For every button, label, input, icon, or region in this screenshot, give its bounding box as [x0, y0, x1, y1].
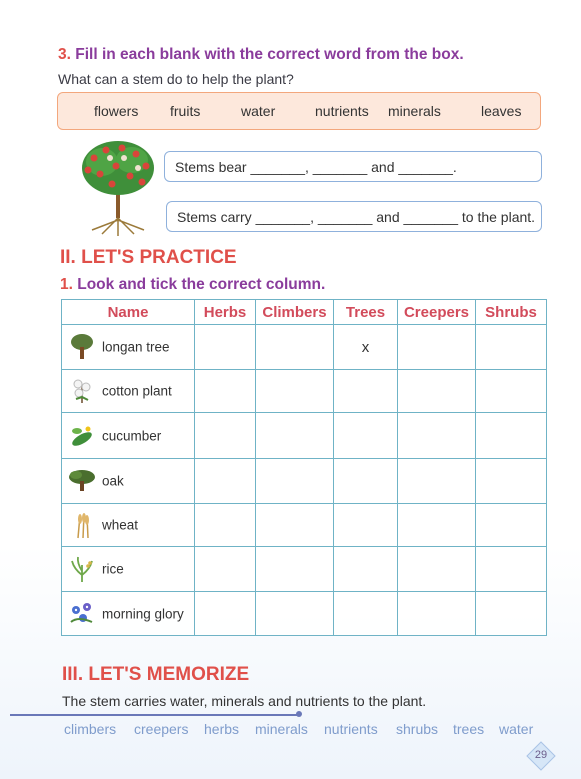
tick-cell-creepers[interactable]: [398, 592, 476, 636]
tick-cell-shrubs[interactable]: [476, 547, 547, 592]
tick-cell-creepers[interactable]: [398, 325, 476, 370]
tick-cell-trees[interactable]: [334, 504, 398, 547]
tick-cell-herbs[interactable]: [195, 459, 256, 504]
tick-cell-climbers[interactable]: [256, 592, 334, 636]
exercise3-number: 3.: [58, 46, 71, 63]
tick-cell-shrubs[interactable]: [476, 504, 547, 547]
vocab-word: water: [499, 721, 534, 737]
word-box-item: fruits: [170, 103, 201, 119]
section3-title: III. LET'S MEMORIZE: [62, 664, 250, 685]
tick-cell-climbers[interactable]: [256, 413, 334, 459]
column-header-creepers: Creepers: [398, 300, 476, 325]
plant-name-cell: [62, 325, 195, 370]
tick-cell-herbs[interactable]: [195, 325, 256, 370]
table-row: [62, 547, 547, 592]
tick-cell-climbers[interactable]: [256, 504, 334, 547]
vocab-word: creepers: [134, 721, 189, 737]
tick-cell-climbers[interactable]: [256, 325, 334, 370]
word-box-item: nutrients: [315, 103, 369, 119]
tick-cell-creepers[interactable]: [398, 370, 476, 413]
divider-dot: [296, 711, 302, 717]
tick-cell-shrubs[interactable]: [476, 592, 547, 636]
tick-cell-herbs[interactable]: [195, 413, 256, 459]
plant-name-cell: [62, 413, 195, 459]
section2-title: II. LET'S PRACTICE: [60, 247, 237, 268]
tick-cell-shrubs[interactable]: [476, 370, 547, 413]
exercise3-question: What can a stem do to help the plant?: [58, 71, 294, 87]
word-box-item: flowers: [94, 103, 139, 119]
plant-name-label: cotton plant: [102, 383, 172, 399]
tree-icon: [68, 333, 96, 361]
vocab-word: climbers: [64, 721, 117, 737]
table-row: [62, 370, 547, 413]
flower-icon: [68, 600, 96, 628]
tick-cell-creepers[interactable]: [398, 504, 476, 547]
column-header-climbers: Climbers: [256, 300, 334, 325]
plant-name-cell: [62, 370, 195, 413]
tick-cell-trees[interactable]: [334, 459, 398, 504]
plant-name-label: oak: [102, 473, 124, 489]
fill-blank-sentence-1[interactable]: Stems bear _______, _______ and _______.: [164, 151, 542, 182]
tick-cell-trees[interactable]: [334, 413, 398, 459]
memorize-sentence: The stem carries water, minerals and nutrients to the plant.: [62, 693, 427, 709]
plant-classification-table: [61, 299, 547, 636]
plant-name-cell: [62, 592, 195, 636]
column-header-herbs: Herbs: [195, 300, 256, 325]
table-row: [62, 459, 547, 504]
plant-name-label: morning glory: [102, 606, 184, 621]
tick-cell-creepers[interactable]: [398, 547, 476, 592]
vocab-word: herbs: [204, 721, 240, 737]
tick-cell-trees[interactable]: [334, 592, 398, 636]
column-header-shrubs: Shrubs: [476, 300, 547, 325]
table-row: [62, 413, 547, 459]
plant-name-label: longan tree: [102, 339, 170, 355]
exercise3-title: [58, 46, 464, 64]
fruit-tree-illustration-icon: [72, 138, 164, 238]
plant-name-cell: [62, 547, 195, 592]
word-box: [57, 92, 541, 130]
word-box-item: minerals: [388, 103, 441, 119]
tick-cell-shrubs[interactable]: [476, 459, 547, 504]
column-header-name: Name: [62, 300, 195, 325]
tick-cell-trees[interactable]: [334, 547, 398, 592]
word-box-item: leaves: [481, 103, 522, 119]
word-box-item: water: [241, 103, 276, 119]
cotton-icon: [68, 377, 96, 405]
table-row: [62, 325, 547, 370]
exercise1-title-text: Look and tick the correct column.: [77, 276, 326, 293]
plant-name-cell: [62, 504, 195, 547]
table-row: [62, 592, 547, 636]
exercise3-title-text: Fill in each blank with the correct word from the box.: [75, 46, 464, 63]
fill-blank-sentence-2[interactable]: Stems carry _______, _______ and _______ to the plant.: [166, 201, 542, 232]
plant-name-cell: [62, 459, 195, 504]
plant-name-label: cucumber: [102, 428, 162, 443]
divider-line: [10, 714, 300, 716]
rice-icon: [68, 555, 96, 583]
tick-cell-creepers[interactable]: [398, 413, 476, 459]
plant-name-label: wheat: [102, 517, 139, 533]
table-row: [62, 504, 547, 547]
tick-cell-herbs[interactable]: [195, 370, 256, 413]
tick-cell-trees[interactable]: [334, 370, 398, 413]
exercise1-title: [60, 276, 325, 294]
tick-cell-herbs[interactable]: [195, 592, 256, 636]
oak-icon: [68, 467, 96, 495]
tick-cell-trees[interactable]: x: [334, 325, 398, 370]
vocab-word: minerals: [255, 721, 308, 737]
tick-cell-creepers[interactable]: [398, 459, 476, 504]
tick-cell-herbs[interactable]: [195, 504, 256, 547]
tick-cell-climbers[interactable]: [256, 370, 334, 413]
tick-cell-shrubs[interactable]: [476, 413, 547, 459]
page-number: 29: [534, 749, 548, 761]
table-header-row: [62, 300, 547, 325]
tick-cell-herbs[interactable]: [195, 547, 256, 592]
vocab-word: shrubs: [396, 721, 439, 737]
tick-cell-climbers[interactable]: [256, 459, 334, 504]
vocab-word: trees: [453, 721, 485, 737]
cucumber-icon: [68, 422, 96, 450]
vocab-word: nutrients: [324, 721, 378, 737]
wheat-icon: [68, 511, 96, 539]
plant-name-label: rice: [102, 561, 124, 577]
tick-cell-shrubs[interactable]: [476, 325, 547, 370]
exercise1-number: 1.: [60, 276, 73, 293]
tick-cell-climbers[interactable]: [256, 547, 334, 592]
column-header-trees: Trees: [334, 300, 398, 325]
